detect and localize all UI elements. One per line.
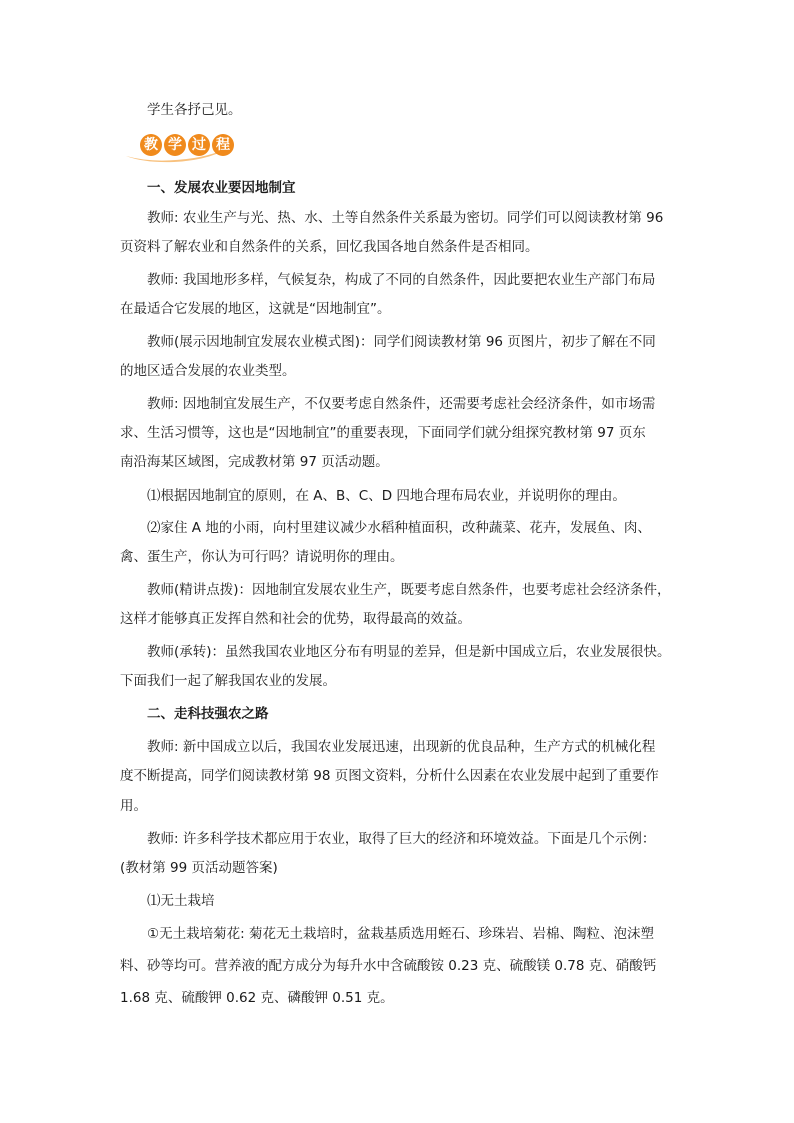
paragraph-line: 用。 bbox=[120, 798, 147, 814]
paragraph-line: 度不断提高，同学们阅读教材第 98 页图文资料，分析什么因素在农业发展中起到了重要作 bbox=[120, 768, 659, 784]
paragraph-line: ⑴根据因地制宜的原则，在 A、B、C、D 四地合理布局农业，并说明你的理由。 bbox=[147, 488, 626, 504]
paragraph-line: (教材第 99 页活动题答案) bbox=[120, 860, 278, 876]
paragraph-line: 南沿海某区域图，完成教材第 97 页活动题。 bbox=[120, 454, 389, 470]
paragraph-line: 禽、蛋生产，你认为可行吗？请说明你的理由。 bbox=[120, 549, 404, 565]
badge-char: 教 bbox=[140, 134, 162, 156]
paragraph-line: 教师: 农业生产与光、热、水、土等自然条件关系最为密切。同学们可以阅读教材第 96 bbox=[147, 210, 664, 226]
paragraph-line: 教师(展示因地制宜发展农业模式图)：同学们阅读教材第 96 页图片，初步了解在不同 bbox=[147, 334, 656, 350]
badge-char: 过 bbox=[188, 134, 210, 156]
badge-char: 学 bbox=[164, 134, 186, 156]
paragraph-line: ①无土栽培菊花: 菊花无土栽培时，盆栽基质选用蛭石、珍珠岩、岩棉、陶粒、泡沫塑 bbox=[147, 926, 654, 942]
paragraph-line: 页资料了解农业和自然条件的关系，回忆我国各地自然条件是否相同。 bbox=[120, 239, 539, 255]
paragraph-line: 教师(精讲点拨)：因地制宜发展农业生产，既要考虑自然条件，也要考虑社会经济条件， bbox=[147, 582, 671, 598]
paragraph-line: 在最适合它发展的地区，这就是“因地制宜”。 bbox=[120, 301, 391, 317]
badge-char: 程 bbox=[212, 134, 234, 156]
paragraph-line: ⑵家住 A 地的小雨，向村里建议减少水稻种植面积，改种蔬菜、花卉，发展鱼、肉、 bbox=[147, 520, 651, 536]
paragraph-line: 料、砂等均可。营养液的配方成分为每升水中含硫酸铵 0.23 克、硫酸镁 0.78 克、硝酸钙 bbox=[120, 958, 657, 974]
section-heading: 一、发展农业要因地制宜 bbox=[147, 180, 296, 196]
section-heading: 二、走科技强农之路 bbox=[147, 706, 269, 722]
paragraph-line: 教师: 许多科学技术都应用于农业，取得了巨大的经济和环境效益。下面是几个示例： bbox=[147, 831, 656, 847]
paragraph-line: 教师(承转)：虽然我国农业地区分布有明显的差异，但是新中国成立后，农业发展很快。 bbox=[147, 644, 671, 660]
paragraph-line: ⑴无土栽培 bbox=[147, 893, 215, 909]
section-badge bbox=[124, 130, 236, 164]
paragraph-line: 教师: 我国地形多样，气候复杂，构成了不同的自然条件，因此要把农业生产部门布局 bbox=[147, 272, 656, 288]
paragraph-line: 教师: 新中国成立以后，我国农业发展迅速，出现新的优良品种，生产方式的机械化程 bbox=[147, 739, 656, 755]
intro-line: 学生各抒己见。 bbox=[147, 102, 242, 118]
paragraph-line: 这样才能够真正发挥自然和社会的优势，取得最高的效益。 bbox=[120, 611, 471, 627]
paragraph-line: 教师: 因地制宜发展生产，不仅要考虑自然条件，还需要考虑社会经济条件，如市场需 bbox=[147, 396, 656, 412]
paragraph-line: 下面我们一起了解我国农业的发展。 bbox=[120, 673, 336, 689]
paragraph-line: 求、生活习惯等，这也是“因地制宜”的重要表现，下面同学们就分组探究教材第 97 页东 bbox=[120, 425, 646, 441]
paragraph-line: 的地区适合发展的农业类型。 bbox=[120, 363, 296, 379]
paragraph-line: 1.68 克、硫酸钾 0.62 克、磷酸钾 0.51 克。 bbox=[120, 990, 394, 1006]
